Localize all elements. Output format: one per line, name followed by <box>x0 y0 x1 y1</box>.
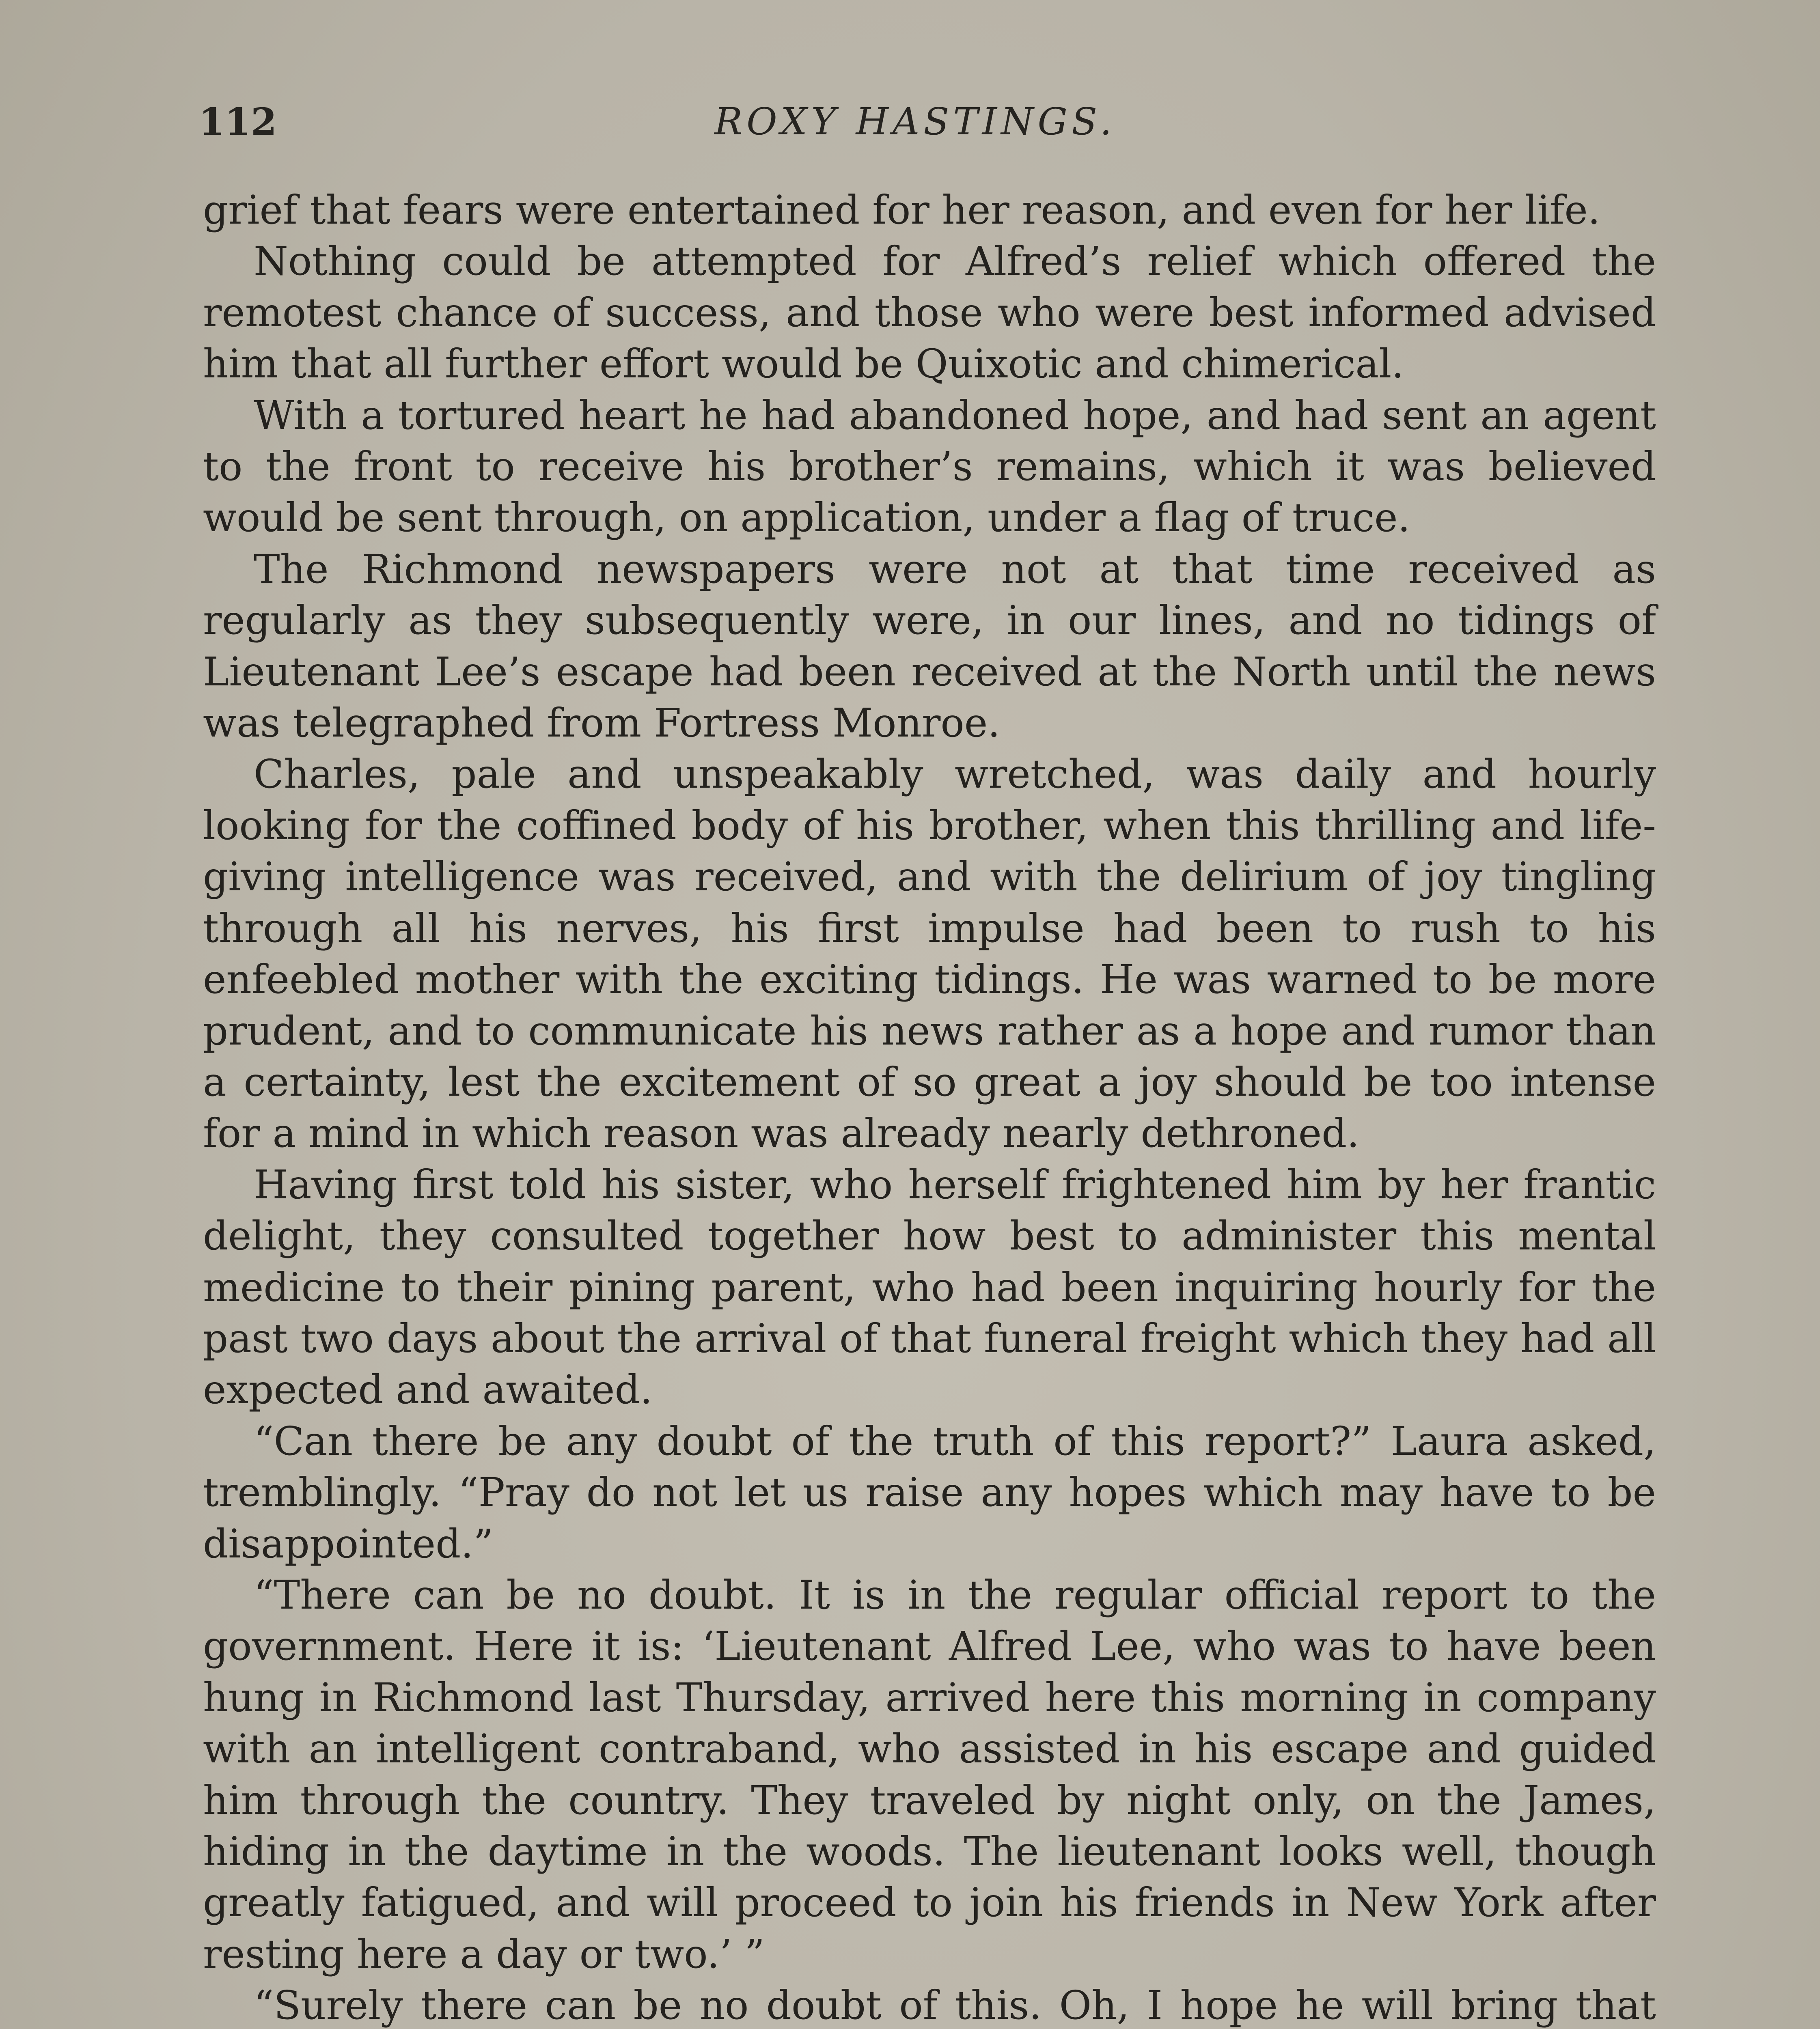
running-head: ROXY HASTINGS. <box>714 100 1116 143</box>
body-text <box>203 185 1656 2029</box>
paragraph: Having first told his sister, who herself frightened him by her frantic delight, they consulted together how best to administer this mental medicine to their pining parent, who had been inquiring hourly for the past two days about the arrival of that funeral freight which they had all expected and awaited. <box>203 1161 1656 1413</box>
paragraph: “Can there be any doubt of the truth of this report?” Laura asked, tremblingly. “Pray do not let us raise any hopes which may have to be disappointed.” <box>203 1418 1656 1567</box>
paragraph: The Richmond newspapers were not at that time received as regularly as they subsequently were, in our lines, and no tidings of Lieutenant Lee’s escape had been received at the North until the news was telegraphed from Fortress Monroe. <box>203 546 1656 746</box>
paragraph: “There can be no doubt. It is in the regular official report to the government. Here it is: ‘Lieutenant Alfred Lee, who was to have been hung in Richmond last Thursday, arrived here this morning in company with an intelligent contraband, who assisted in his escape and guided him through the country. They traveled by night only, on the James, hiding in the daytime in the woods. The lieutenant looks well, though greatly fatigued, and will proceed to join his friends in New York after resting here a day or two.’ ” <box>203 1572 1656 1977</box>
paragraph: Nothing could be attempted for Alfred’s relief which offered the remotest chance of success, and those who were best informed advised him that all further effort would be Quixotic and chimerical. <box>203 238 1656 387</box>
page-header <box>199 93 1660 150</box>
paragraph: “Surely there can be no doubt of this. Oh, I hope he will bring that <box>254 1982 1656 2029</box>
paragraph: With a tortured heart he had abandoned hope, and had sent an agent to the front to receive his brother’s remains, which it was believed would be sent through, on application, under a flag of truce. <box>203 392 1656 541</box>
page-number: 112 <box>199 100 277 144</box>
paragraph: Charles, pale and unspeakably wretched, was daily and hourly looking for the coffined body of his brother, when this thrilling and life-giving intelligence was received, and with the delirium of joy tingling through all his nerves, his first impulse had been to rush to his enfeebled mother with the exciting tidings. He was warned to be more prudent, and to communicate his news rather as a hope and rumor than a certainty, lest the excitement of so great a joy should be too intense for a mind in which reason was already nearly dethroned. <box>203 751 1656 1157</box>
paragraph: grief that fears were entertained for her reason, and even for her life. <box>203 187 1600 233</box>
